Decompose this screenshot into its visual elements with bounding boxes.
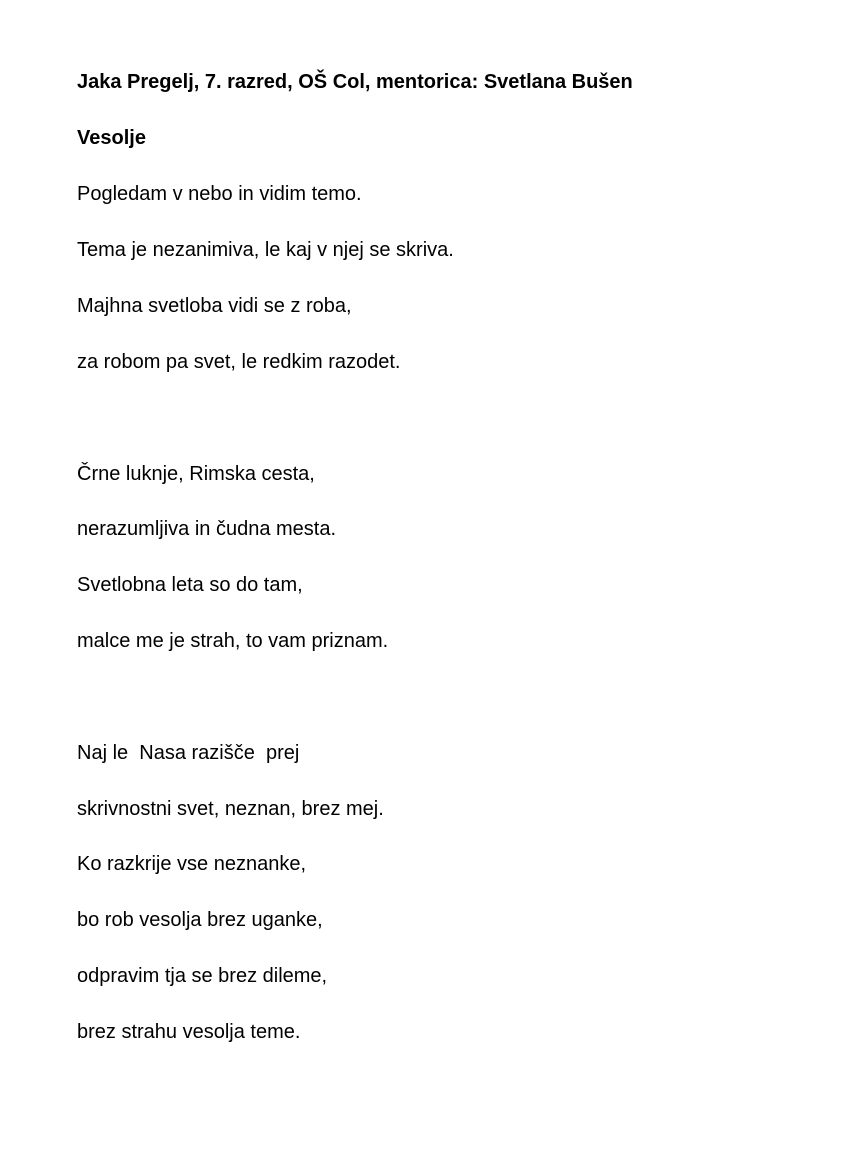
poem-line: Pogledam v nebo in vidim temo. [77,183,362,205]
poem-line: Ko razkrije vse neznanke, [77,853,307,875]
poem-line: Tema je nezanimiva, le kaj v njej se skriva. [77,239,454,261]
poem-title: Vesolje [77,127,146,149]
poem-line: nerazumljiva in čudna mesta. [77,518,337,540]
poem-line: Naj le Nasa razišče prej [77,742,300,764]
poem-line: skrivnostni svet, neznan, brez mej. [77,798,384,820]
poem-line: Svetlobna leta so do tam, [77,574,303,596]
author-line: Jaka Pregelj, 7. razred, OŠ Col, mentorica: Svetlana Bušen [77,71,633,93]
poem-line: odpravim tja se brez dileme, [77,965,328,987]
poem-line: Majhna svetloba vidi se z roba, [77,295,352,317]
poem-line: Črne luknje, Rimska cesta, [77,463,315,485]
poem-line: malce me je strah, to vam priznam. [77,630,389,652]
poem-line: za robom pa svet, le redkim razodet. [77,351,401,373]
poem-line: bo rob vesolja brez uganke, [77,909,323,931]
poem-line: brez strahu vesolja teme. [77,1021,301,1043]
